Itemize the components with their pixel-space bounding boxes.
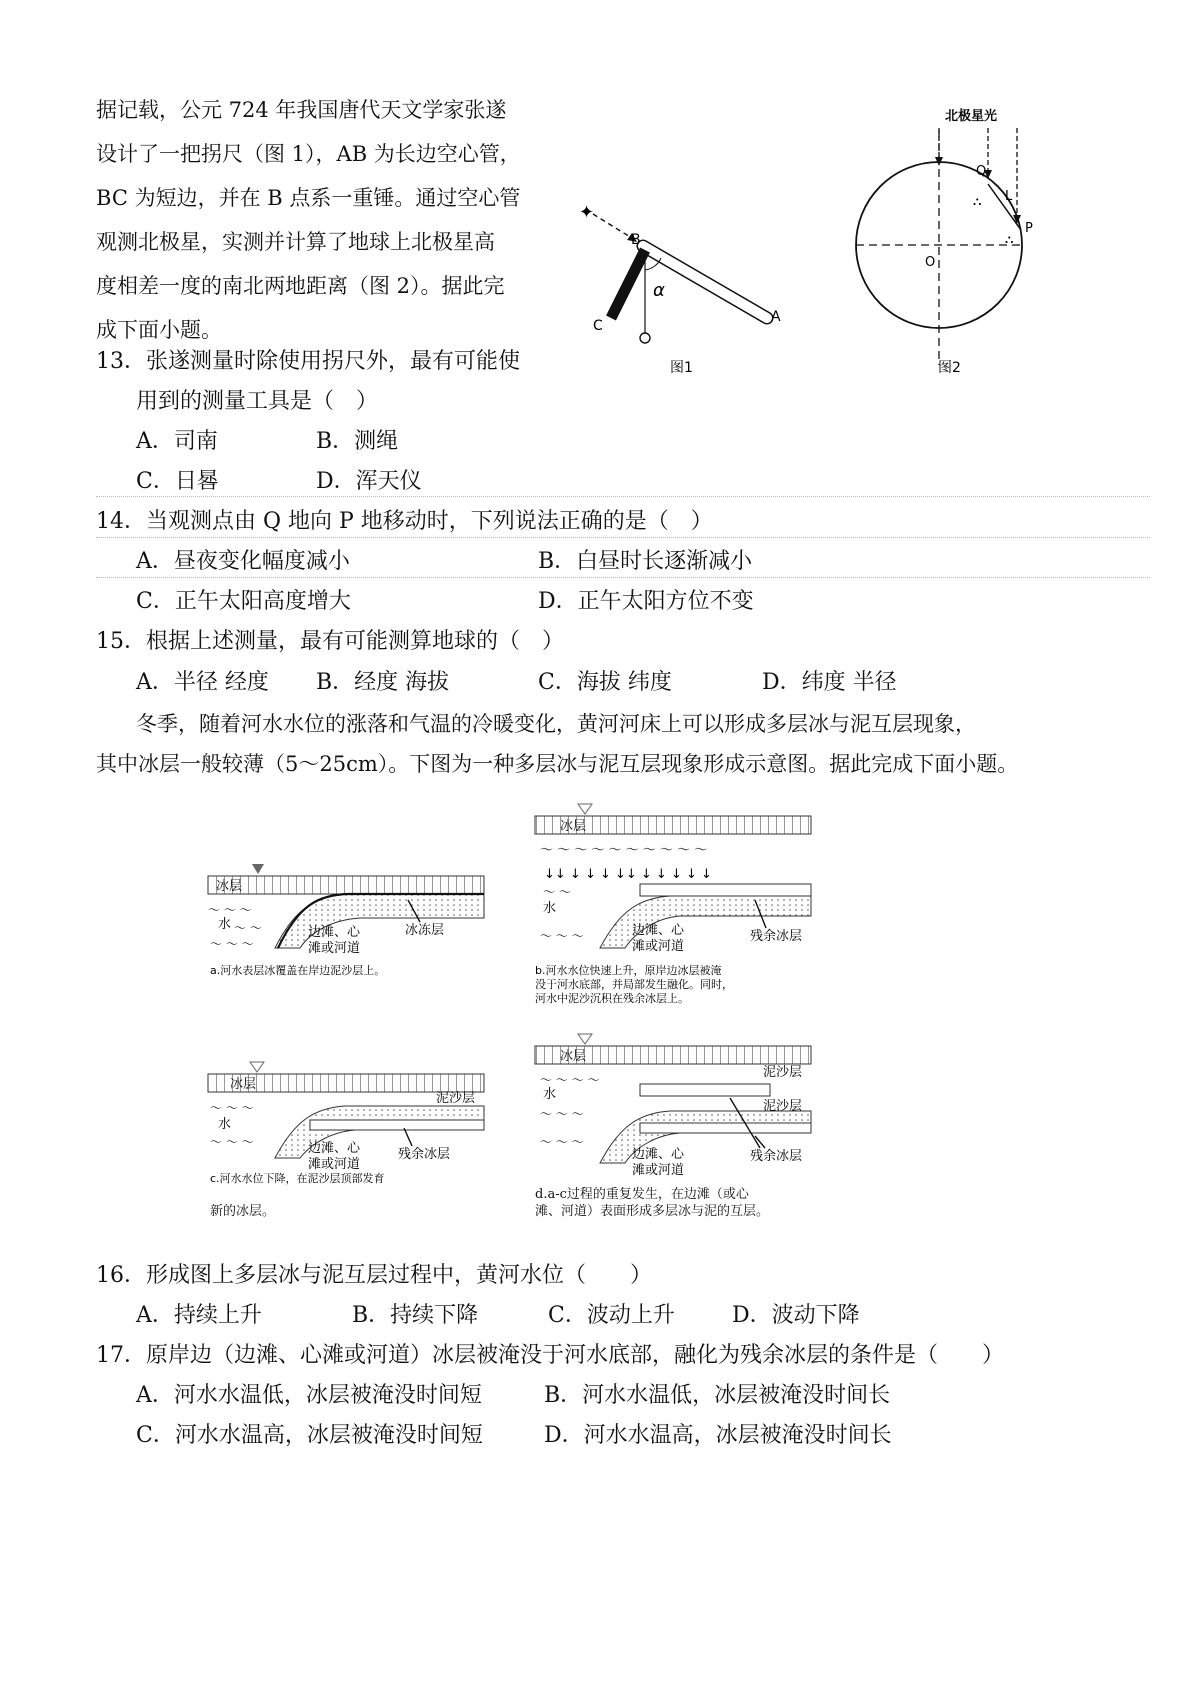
label-shoal-2: 滩或河道 [632, 939, 685, 954]
figure-2-title: 北极星光 [945, 109, 998, 124]
caption-d-line2: 滩、河道）表面形成多层冰与泥的互层。 [535, 1204, 770, 1219]
plumb-bob [640, 333, 650, 343]
divider [96, 577, 1150, 578]
label-water: 水 [218, 917, 232, 932]
arm-bc [611, 250, 645, 318]
observer-q-icon: ⛬ [973, 194, 982, 208]
q13-option-b[interactable]: B．测绳 [316, 429, 399, 454]
water-wave: ～ ～ ～ ～ [540, 1073, 600, 1087]
q16-option-b[interactable]: B．持续下降 [352, 1303, 479, 1328]
intro-paragraph [96, 88, 521, 352]
residual-ice [310, 1120, 484, 1130]
q14-option-c[interactable]: C．正午太阳高度增大 [136, 589, 351, 614]
panel-d [535, 1034, 811, 1178]
q17-option-d[interactable]: D．河水水温高，冰层被淹没时间长 [544, 1423, 892, 1448]
bank-sand [275, 894, 484, 948]
label-l: L [1005, 189, 1013, 204]
label-shoal-2: 滩或河道 [308, 941, 361, 956]
caption-b: b.河水水位快速上升，原岸边冰层被淹 [535, 964, 722, 977]
q15-stem: 15．根据上述测量，最有可能测算地球的（ ） [96, 629, 564, 654]
label-o: O [925, 255, 936, 270]
label-shoal-2: 滩或河道 [632, 1163, 685, 1178]
label-residual: 残余冰层 [750, 1149, 803, 1164]
intro-line: 设计了一把拐尺（图 1），AB 为长边空心管， [96, 142, 521, 166]
q14-option-b[interactable]: B．白昼时长逐渐减小 [538, 549, 753, 574]
bank-sand [275, 1106, 484, 1158]
water-wave: ～ ～ ～ [540, 929, 584, 943]
q16-option-c[interactable]: C．波动上升 [548, 1303, 675, 1328]
q16-stem: 16．形成图上多层冰与泥互层过程中，黄河水位（ ） [96, 1263, 652, 1288]
label-a: A [771, 309, 781, 325]
q15-option-d[interactable]: D．纬度 半径 [762, 670, 897, 695]
figure-2 [845, 100, 1085, 400]
ice-mud-diagram [200, 798, 820, 1188]
water-wave: ～ ～ ～ [540, 1107, 584, 1121]
intro-line: 度相差一度的南北两地距离（图 2）。据此完 [96, 274, 505, 298]
label-residual: 残余冰层 [750, 929, 803, 944]
label-shoal: 边滩、心 [632, 1147, 685, 1162]
intro-line: 据记载，公元 724 年我国唐代天文学家张遂 [96, 98, 507, 122]
q13-stem: 13．张遂测量时除使用拐尺外，最有可能使 [96, 349, 520, 374]
q17-option-c[interactable]: C．河水水温高，冰层被淹没时间短 [136, 1423, 483, 1448]
label-shoal: 边滩、心 [308, 1141, 361, 1156]
intro-line: BC 为短边，并在 B 点系一重锤。通过空心管 [96, 186, 521, 210]
label-ice: 冰层 [230, 1077, 257, 1092]
label-p: P [1025, 221, 1033, 236]
passage-2-line: 其中冰层一般较薄（5～25cm）。下图为一种多层冰与泥互层现象形成示意图。据此完成下面小题。 [96, 752, 1019, 776]
intro-line: 成下面小题。 [96, 318, 222, 342]
intro-line: 观测北极星，实测并计算了地球上北极星高 [96, 230, 495, 254]
label-ice: 冰层 [216, 879, 243, 894]
q13-option-d[interactable]: D．浑天仪 [316, 469, 422, 494]
caption-d-line1: d.a-c过程的重复发生，在边滩（或心 [535, 1187, 749, 1202]
label-b: B [631, 232, 641, 248]
water-wave: ～ ～ ～ [540, 1135, 584, 1149]
label-sand: 泥沙层 [763, 1099, 803, 1114]
q15-option-a[interactable]: A．半径 经度 [136, 670, 269, 695]
panel-b [535, 804, 811, 1005]
water-wave: ～ ～ ～ [210, 1101, 254, 1115]
divider [96, 496, 1150, 497]
q13-option-a[interactable]: A．司南 [136, 429, 218, 454]
label-alpha: α [653, 280, 665, 301]
q17-option-b[interactable]: B．河水水温低，冰层被淹没时间长 [544, 1383, 891, 1408]
label-water: 水 [543, 1087, 557, 1102]
sight-line [593, 214, 635, 240]
panel-c [208, 1062, 484, 1185]
water-wave: ～ ～ [234, 921, 262, 935]
label-water: 水 [218, 1117, 232, 1132]
label-q: Q [976, 164, 987, 179]
observer-p-icon: ⛬ [1005, 232, 1014, 246]
caption-a: a.河水表层冰覆盖在岸边泥沙层上。 [210, 964, 386, 977]
label-shoal: 边滩、心 [632, 923, 685, 938]
figure-1-caption: 图1 [670, 360, 693, 376]
caption-b: 河水中泥沙沉积在残余冰层上。 [535, 992, 689, 1005]
passage-2-line: 冬季，随着河水水位的涨落和气温的冷暖变化，黄河河床上可以形成多层冰与泥互层现象， [136, 712, 976, 736]
water-wave: ～ ～ [543, 885, 571, 899]
water-wave: ～ ～ ～ [210, 937, 254, 951]
q16-option-d[interactable]: D．波动下降 [732, 1303, 860, 1328]
label-ice: 冰层 [560, 1049, 587, 1064]
water-level-marker [252, 864, 264, 874]
q13-stem-cont: 用到的测量工具是（ ） [136, 389, 379, 414]
caption-c: c.河水水位下降，在泥沙层顶部发育 [210, 1172, 385, 1185]
residual-ice [640, 1123, 811, 1133]
pointer [404, 1128, 412, 1146]
label-sand: 泥沙层 [763, 1065, 803, 1080]
label-residual: 残余冰层 [398, 1147, 451, 1162]
label-c: C [593, 318, 603, 334]
sediment-arrows: ↓↓ ↓ ↓ ↓ ↓↓ ↓ ↓ ↓ ↓ ↓ [544, 867, 712, 882]
label-shoal: 边滩、心 [308, 925, 361, 940]
figure-2-caption: 图2 [938, 360, 961, 376]
residual-ice [640, 884, 811, 896]
q17-option-a[interactable]: A．河水水温低，冰层被淹没时间短 [136, 1383, 482, 1408]
water-wave: ～ ～ ～ [210, 1135, 254, 1149]
q14-stem: 14．当观测点由 Q 地向 P 地移动时，下列说法正确的是（ ） [96, 509, 713, 534]
label-frozen: 冰冻层 [405, 923, 445, 938]
divider [96, 537, 1150, 538]
water-level-marker [578, 1034, 592, 1044]
water-wave: ～ ～ ～ ～ ～ ～ ～ ～ ～ ～ [540, 843, 708, 858]
water-level-marker [250, 1062, 264, 1072]
label-water: 水 [543, 901, 557, 916]
upper-ice-layer [640, 1084, 770, 1096]
q15-option-c[interactable]: C．海拔 纬度 [538, 670, 672, 695]
q16-option-a[interactable]: A．持续上升 [136, 1303, 262, 1328]
q14-option-a[interactable]: A．昼夜变化幅度减小 [136, 549, 350, 574]
star-icon: ✦ [579, 202, 595, 223]
caption-c-line2: 新的冰层。 [210, 1204, 276, 1219]
water-wave: ～ ～ ～ [208, 903, 252, 917]
label-ice: 冰层 [560, 819, 587, 834]
q13-option-c[interactable]: C．日晷 [136, 469, 219, 494]
q17-stem: 17．原岸边（边滩、心滩或河道）冰层被淹没于河水底部，融化为残余冰层的条件是（ ） [96, 1343, 1004, 1368]
q15-option-b[interactable]: B．经度 海拔 [316, 670, 450, 695]
label-sand: 泥沙层 [436, 1091, 476, 1106]
water-level-marker [578, 804, 592, 814]
label-shoal-2: 滩或河道 [308, 1157, 361, 1172]
caption-b: 没于河水底部，并局部发生融化。同时， [535, 978, 733, 991]
ice-layer [208, 876, 484, 894]
q14-option-d[interactable]: D．正午太阳方位不变 [538, 589, 754, 614]
figure-1 [575, 200, 825, 420]
panel-a [208, 864, 484, 977]
